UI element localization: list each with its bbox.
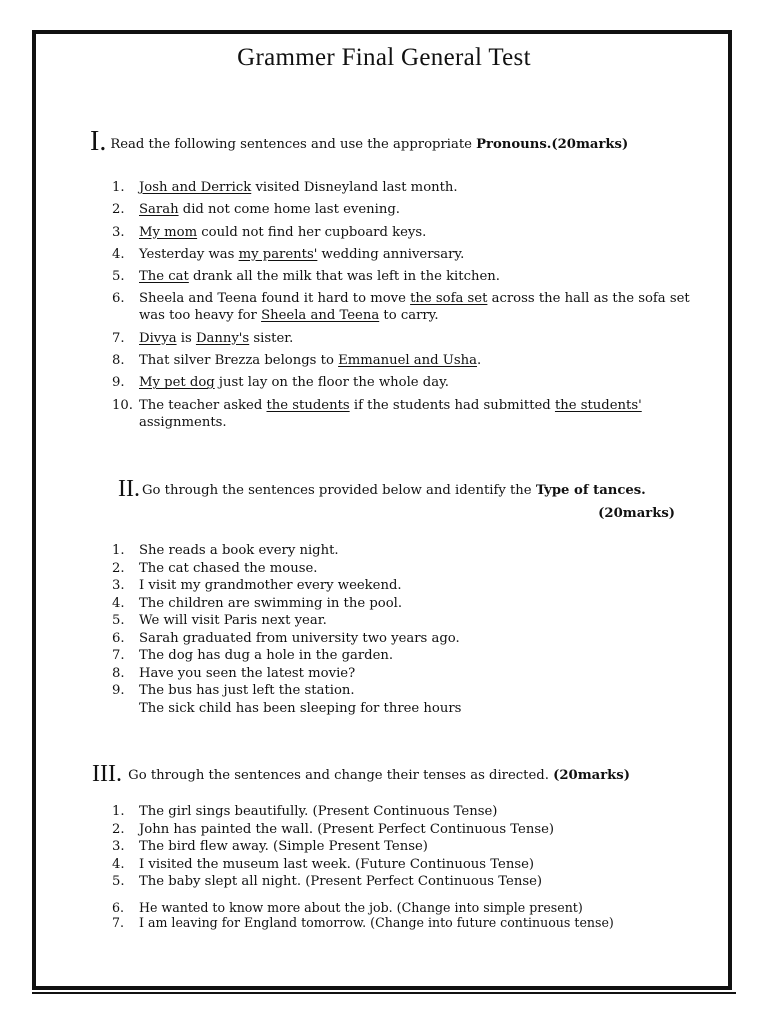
item-number: 9.: [112, 683, 125, 698]
sentence-text: The girl sings beautifully. (Present Continuous Tense): [139, 804, 498, 819]
list-item: [112, 612, 692, 630]
sentence-text: She reads a book every night.: [139, 543, 339, 558]
list-item: [112, 595, 692, 613]
item-number: 3.: [112, 224, 125, 240]
item-number: 4.: [112, 595, 125, 611]
section-1-list: [112, 179, 692, 436]
item-number: 1.: [112, 804, 125, 819]
item-number: 5.: [112, 874, 125, 889]
item-number: 1.: [112, 180, 125, 195]
sentence-text: sister.: [249, 330, 294, 346]
underlined-noun: the students': [554, 397, 642, 413]
list-item: [112, 577, 692, 595]
sentence-text: to carry.: [379, 308, 439, 324]
sentence-text: I am leaving for England tomorrow. (Change into future continuous tense): [139, 915, 614, 930]
sentence-text: Sheela and Teena found it hard to move: [139, 291, 411, 307]
section-2-type-label: Type of tances.: [535, 483, 646, 498]
item-number: 6.: [112, 630, 125, 646]
item-number: 2.: [112, 560, 125, 576]
underlined-noun: Sheela and Teena: [261, 308, 380, 324]
underlined-noun: Sarah: [139, 202, 179, 218]
list-item: [112, 856, 692, 874]
list-item: [112, 397, 692, 431]
list-item: [112, 873, 692, 891]
underlined-noun: Emmanuel and Usha: [338, 353, 478, 369]
item-number: 1.: [112, 543, 125, 558]
item-number: 4.: [112, 246, 125, 262]
list-item: [112, 682, 692, 700]
list-item: [112, 821, 692, 839]
section-2-marks: (20marks): [598, 506, 675, 521]
section-1-numeral: I.: [90, 126, 107, 157]
underlined-noun: The cat: [139, 269, 189, 285]
sentence-text: The bus has just left the station.: [139, 683, 355, 698]
underlined-noun: my parents': [238, 246, 318, 262]
list-item: [112, 700, 692, 718]
sentence-text: just lay on the floor the whole day.: [214, 375, 449, 391]
page-title: Grammer Final General Test: [237, 44, 531, 71]
list-item: [112, 374, 692, 391]
list-item: [112, 352, 692, 369]
sentence-text: Yesterday was: [139, 246, 239, 262]
underlined-noun: Josh and Derrick: [139, 180, 252, 195]
section-1-pronouns-marks: Pronouns.(20marks): [476, 137, 629, 152]
sentence-text: John has painted the wall. (Present Perfect Continuous Tense): [139, 821, 555, 837]
sentence-text: did not come home last evening.: [178, 202, 400, 218]
sentence-text: could not find her cupboard keys.: [197, 224, 427, 240]
list-item: [112, 542, 692, 560]
sentence-text: across the hall as the sofa set was too heavy for: [139, 291, 690, 324]
section-2-numeral: II.: [118, 476, 140, 502]
list-item: [112, 630, 692, 648]
item-number: 7.: [112, 330, 125, 346]
underlined-noun: Divya: [139, 330, 177, 346]
underlined-noun: My mom: [139, 224, 198, 240]
item-number: 6.: [112, 900, 125, 915]
section-2-instruction: Go through the sentences provided below and identify the: [141, 483, 536, 498]
underlined-noun: Danny's: [195, 330, 250, 346]
sentence-text: He wanted to know more about the job. (Change into simple present): [139, 900, 583, 915]
sentence-text: Have you seen the latest movie?: [139, 665, 356, 681]
underlined-noun: the sofa set: [410, 291, 488, 307]
list-item: [112, 803, 692, 821]
sentence-text: I visit my grandmother every weekend.: [139, 578, 402, 593]
list-item: [112, 246, 692, 263]
item-number: 2.: [112, 202, 125, 218]
sentence-text: The teacher asked: [139, 397, 267, 413]
item-number: 4.: [112, 856, 125, 872]
item-number: 8.: [112, 353, 125, 369]
sentence-text: The cat chased the mouse.: [139, 560, 318, 576]
list-item: [112, 268, 692, 285]
list-item: [112, 560, 692, 578]
item-number: 8.: [112, 665, 125, 681]
sentence-text: We will visit Paris next year.: [139, 613, 327, 628]
sentence-text: .: [477, 353, 482, 369]
page-border-bottom-line: [32, 992, 736, 994]
sentence-text: is: [176, 330, 196, 346]
section-3-numeral: III.: [92, 761, 122, 787]
sentence-text: That silver Brezza belongs to: [139, 353, 339, 369]
item-number: 3.: [112, 839, 125, 854]
list-item: [112, 179, 692, 196]
section-3-instruction: Go through the sentences and change their tenses as directed.: [123, 768, 554, 783]
list-item: [112, 647, 692, 665]
section-1-heading: [90, 126, 628, 158]
underlined-noun: My pet dog: [139, 375, 215, 391]
section-2-heading: [118, 476, 646, 503]
sentence-text: I visited the museum last week. (Future Continuous Tense): [139, 856, 535, 872]
sentence-text: if the students had submitted: [349, 397, 555, 413]
list-item: [112, 838, 692, 856]
list-item: [112, 900, 692, 915]
sentence-text: visited Disneyland last month.: [251, 180, 458, 195]
section-3-marks: (20marks): [553, 768, 630, 783]
sentence-text: The sick child has been sleeping for three hours: [139, 700, 462, 716]
section-1-instruction: Read the following sentences and use the appropriate: [110, 137, 477, 152]
list-item: [112, 224, 692, 241]
item-number: 7.: [112, 648, 125, 663]
item-number: 5.: [112, 613, 125, 628]
item-number: 3.: [112, 578, 125, 593]
sentence-text: The dog has dug a hole in the garden.: [139, 648, 394, 663]
sentence-text: Sarah graduated from university two years ago.: [139, 630, 460, 646]
item-number: 10.: [112, 397, 133, 413]
sentence-text: The children are swimming in the pool.: [139, 595, 403, 611]
sentence-text: The bird flew away. (Simple Present Tense): [139, 839, 428, 854]
sentence-text: wedding anniversary.: [317, 246, 465, 262]
list-item: [112, 665, 692, 683]
section-3-extra-list: [112, 900, 692, 930]
section-3-heading: [92, 761, 630, 788]
item-number: 9.: [112, 375, 125, 391]
list-item: [112, 290, 692, 324]
underlined-noun: the students: [266, 397, 350, 413]
sentence-text: assignments.: [139, 414, 227, 430]
sentence-text: drank all the milk that was left in the kitchen.: [188, 269, 500, 285]
item-number: 6.: [112, 291, 125, 307]
section-3-list: [112, 803, 692, 891]
item-number: 5.: [112, 269, 125, 285]
item-number: 7.: [112, 915, 125, 930]
item-number: 2.: [112, 821, 125, 837]
sentence-text: The baby slept all night. (Present Perfect Continuous Tense): [139, 874, 543, 889]
list-item: [112, 915, 692, 930]
list-item: [112, 201, 692, 218]
section-2-list: [112, 542, 692, 717]
list-item: [112, 330, 692, 347]
